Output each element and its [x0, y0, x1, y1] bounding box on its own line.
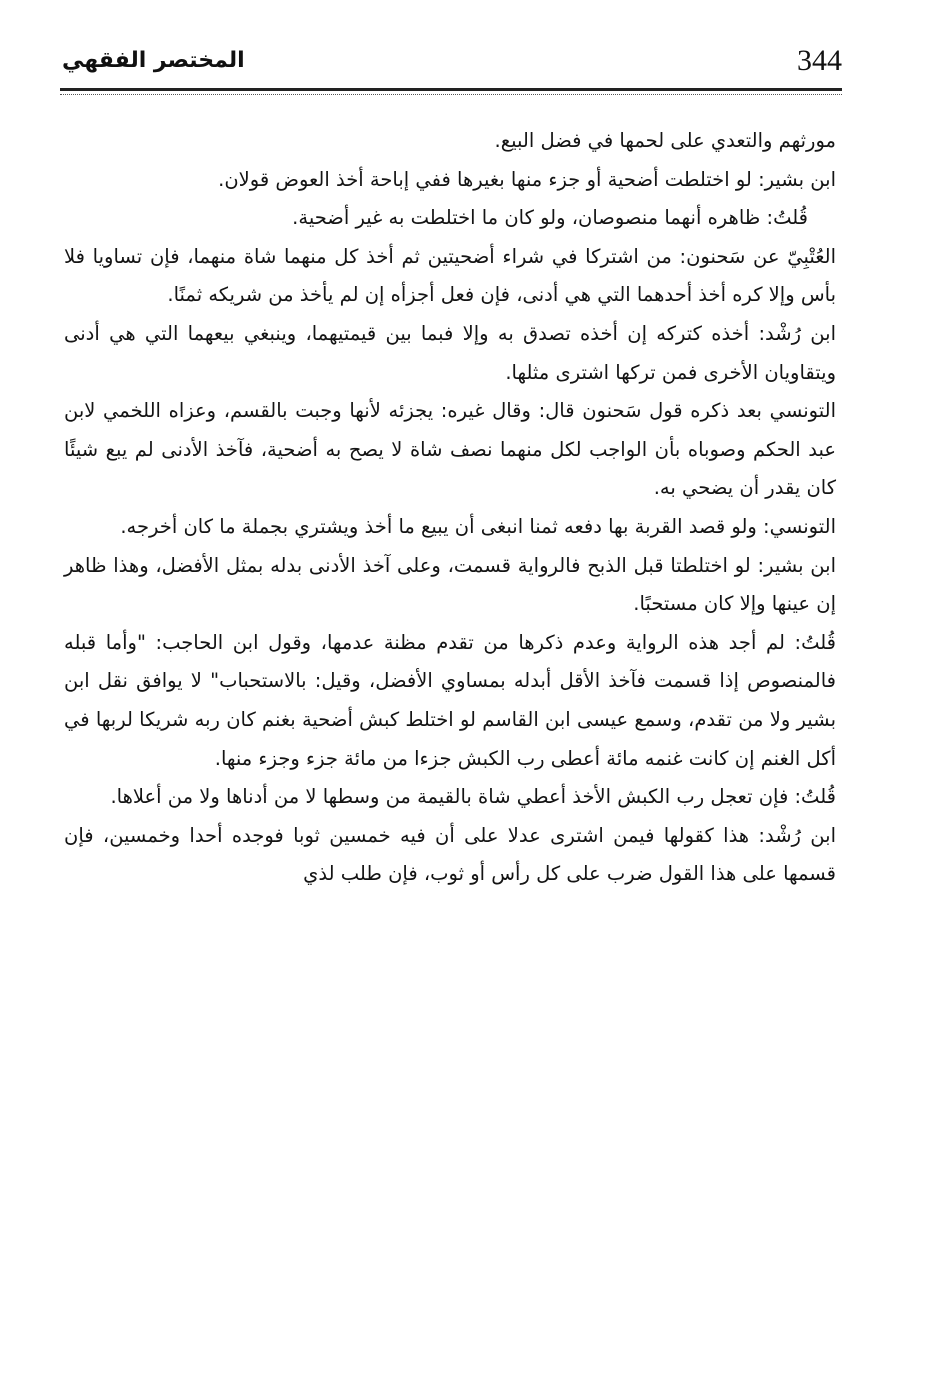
page-header [62, 40, 842, 90]
page-body [64, 122, 836, 894]
paragraph-1: مورثهم والتعدي على لحمها في فضل البيع. [494, 129, 836, 152]
paragraph-3: قُلتُ: ظاهره أنهما منصوصان، ولو كان ما اختلطت به غير أضحية. [292, 206, 808, 230]
page-number: 344 [797, 44, 842, 77]
paragraph-6: التونسي بعد ذكره قول سَحنون قال: وقال غيره: يجزئه لأنها وجبت بالقسم، وعزاه اللخمي لابن عبد الحكم وصوباه بأن الواجب لكل منهما نصف شاة لا يصح به أضحية، فآخذ الأدنى لم يبع شيئًا كان يقدر أن يضحي به. [64, 399, 836, 500]
paragraph-5: ابن رُشْد: أخذه كتركه إن أخذه تصدق به وإلا فبما بين قيمتيهما، وينبغي بيعهما التي هي أدنى ويتقاويان الأخرى فمن تركها اشترى مثلها. [64, 321, 836, 384]
paragraph-8: ابن بشير: لو اختلطتا قبل الذبح فالرواية قسمت، وعلى آخذ الأدنى بدله بمثل الأفضل، وهذا ظاهر إن عينها وإلا كان مستحبًا. [64, 553, 836, 616]
paragraph-9: قُلتُ: لم أجد هذه الرواية وعدم ذكرها من تقدم مظنة عدمها، وقول ابن الحاجب: "وأما قبله فالمنصوص إذا قسمت فآخذ الأقل أبدله بمساوي الأفضل، وقيل: بالاستحباب" لا يوافق نقل ابن بشير ولا من تقدم، وسمع عيسى ابن القاسم لو اختلط كبش أضحية بغنم كان ربه شريكا لربها في أكل الغنم إن كانت غنمه مائة أعطى رب الكبش جزءا من مائة جزء وجزء منها. [64, 630, 836, 770]
paragraph-11: ابن رُشْد: هذا كقولها فيمن اشترى عدلا على أن فيه خمسين ثوبا فوجده أحدا وخمسين، فإن قسمها على هذا القول ضرب على كل رأس أو ثوب، فإن طلب لذي [64, 823, 836, 886]
header-divider [60, 88, 842, 91]
paragraph-2: ابن بشير: لو اختلطت أضحية أو جزء منها بغيرها ففي إباحة أخذ العوض قولان. [218, 167, 836, 191]
paragraph-7: التونسي: ولو قصد القربة بها دفعه ثمنا انبغى أن يبيع ما أخذ ويشتري بجملة ما كان أخرجه. [120, 514, 836, 538]
running-title: المختصر الفقهي [62, 48, 245, 73]
paragraph-10: قُلتُ: فإن تعجل رب الكبش الأخذ أعطي شاة بالقيمة من وسطها لا من أدناها ولا من أعلاها. [110, 785, 836, 809]
header-divider-dotted [60, 94, 842, 95]
paragraph-4: العُتْبِيّ عن سَحنون: من اشتركا في شراء أضحيتين ثم أخذ كل منهما شاة منهما، فإن تساويا فلا بأس وإلا كره أخذ أحدهما التي هي أدنى، فإن فعل أجزأه إن لم يأخذ من شريكه ثمنًا. [64, 244, 836, 307]
